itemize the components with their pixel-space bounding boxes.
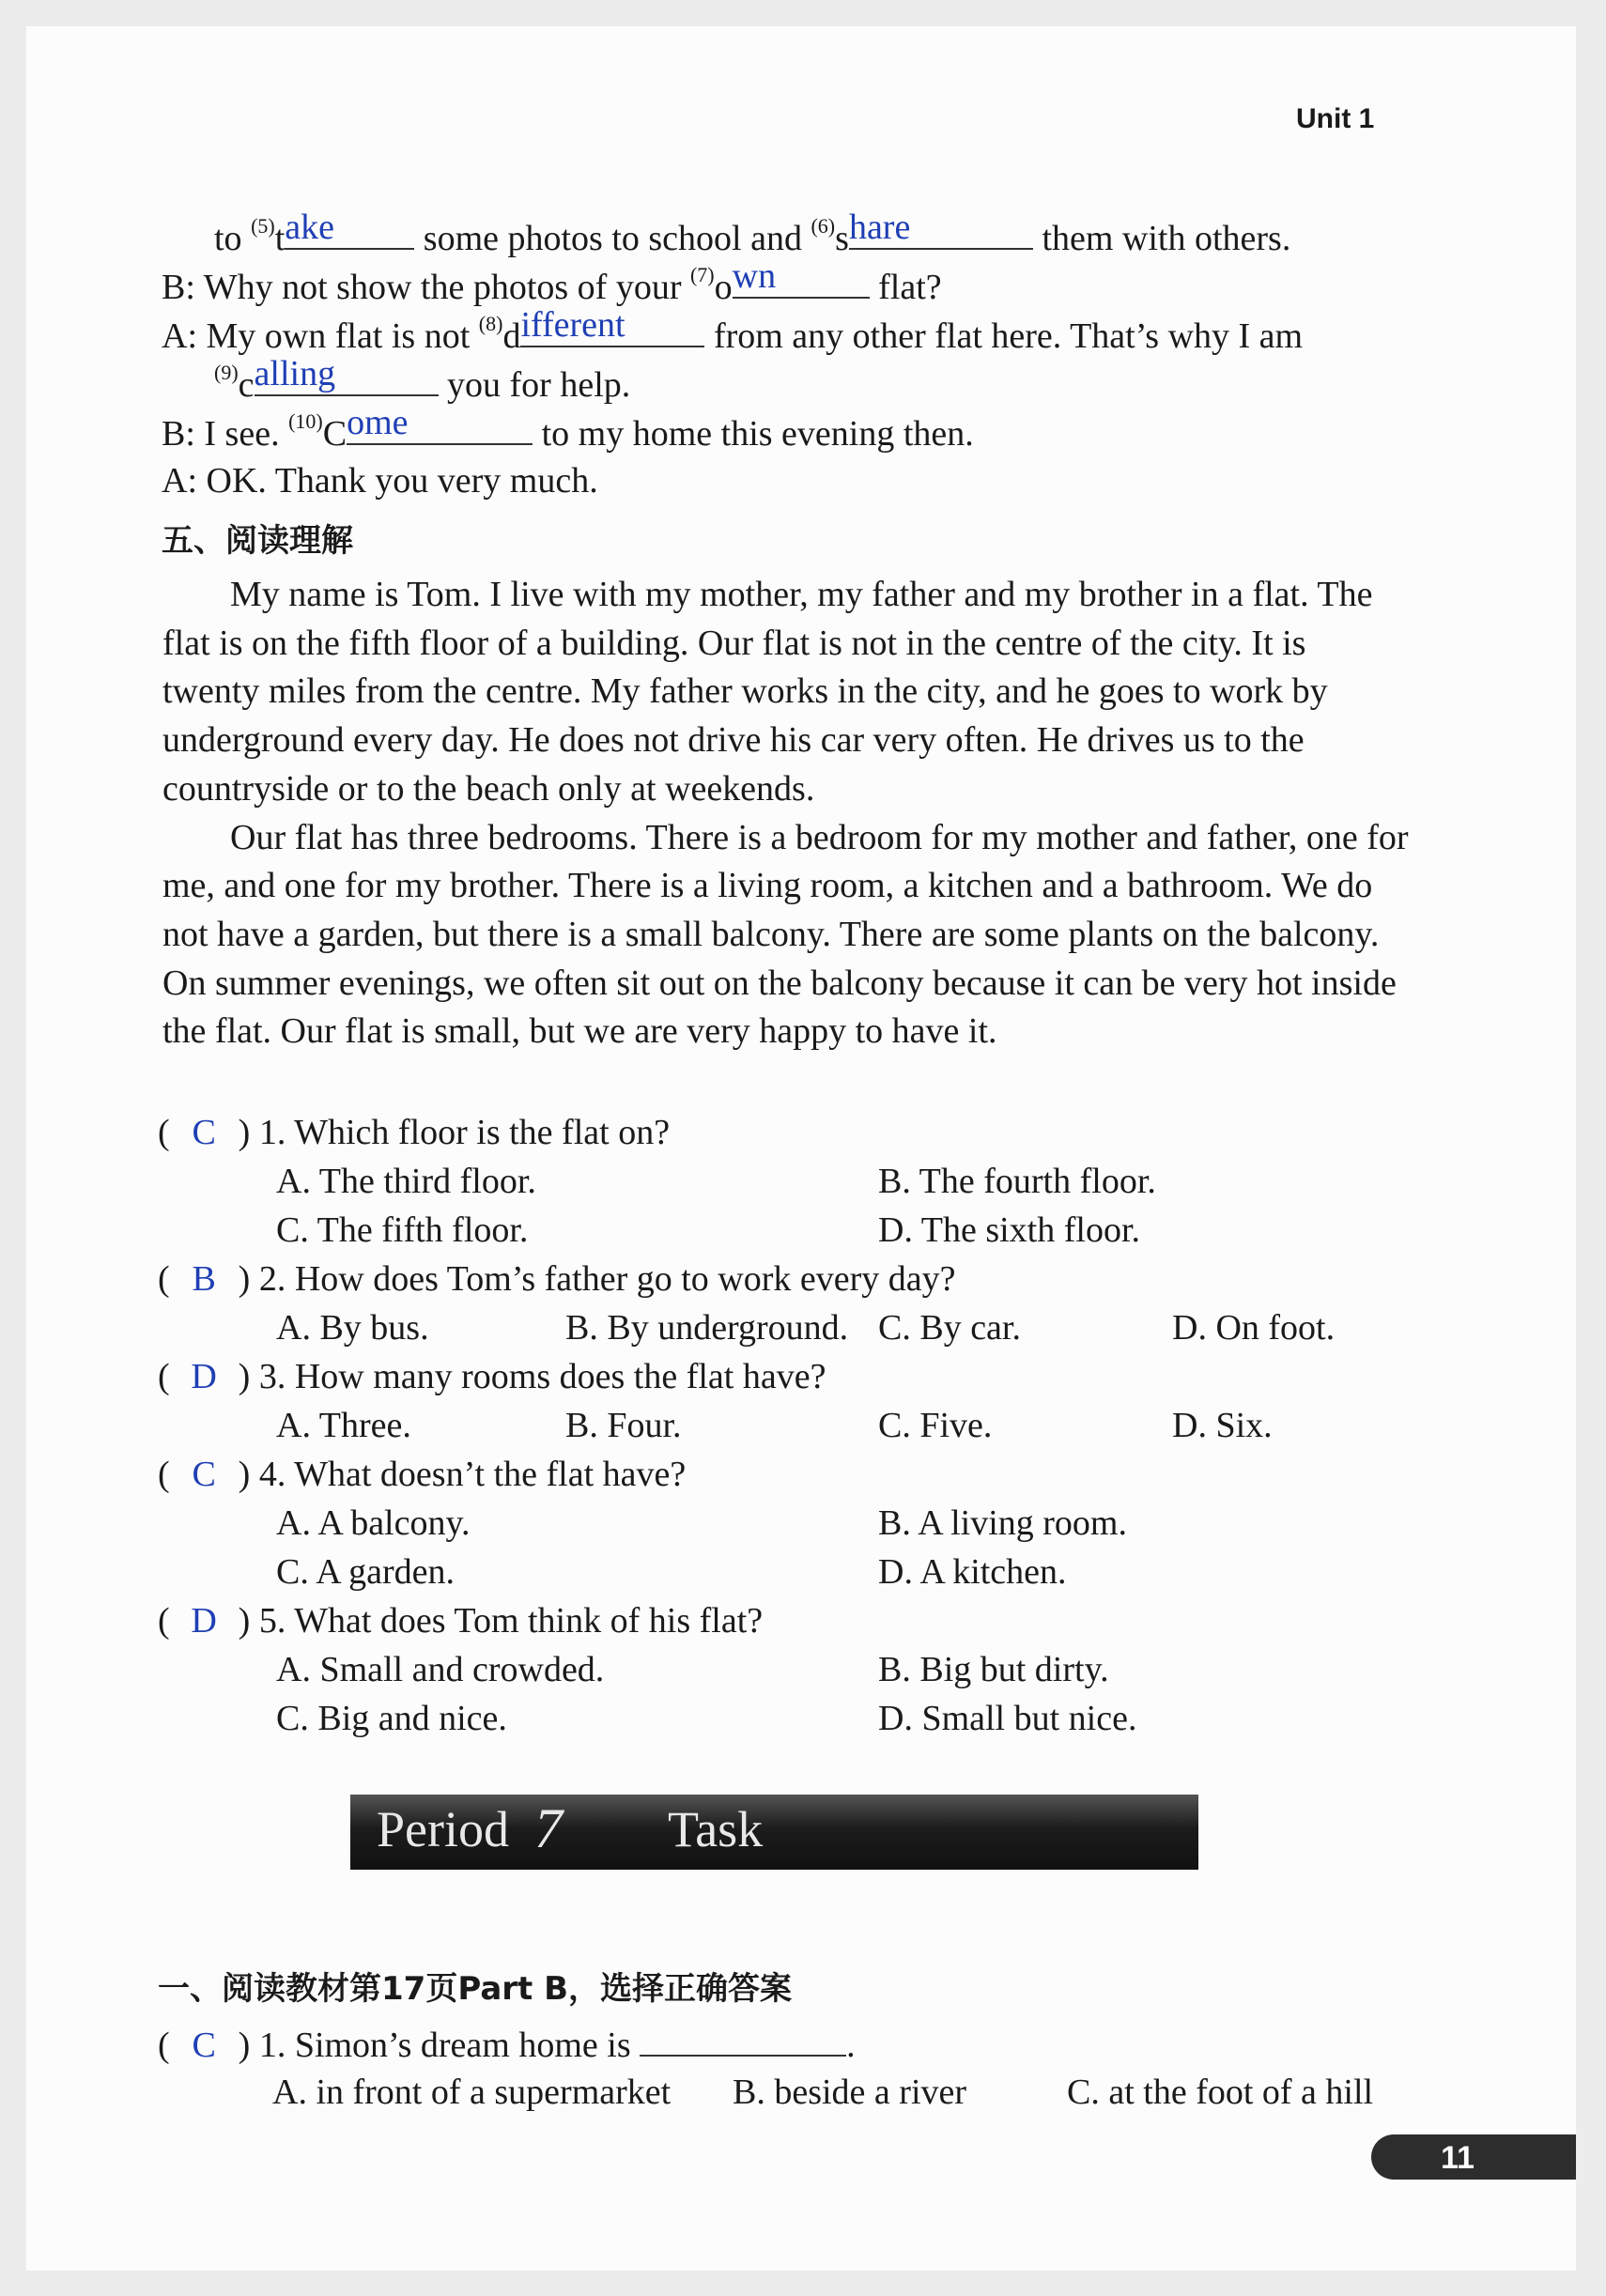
dialogue-line-1: to $^{(5)}$t ake some photos to school and $^{(6)}$s hare them with others. xyxy=(214,212,1290,263)
q5-option-a: A. Small and crowded. xyxy=(276,1650,605,1689)
banner-period: Period xyxy=(377,1801,509,1857)
q4-option-c: C. A garden. xyxy=(276,1552,455,1592)
question-1-answer: C xyxy=(192,1113,216,1152)
q4-option-a: A. A balcony. xyxy=(276,1503,471,1543)
q5-option-c: C. Big and nice. xyxy=(276,1699,507,1738)
question-5-answer: D xyxy=(191,1601,217,1641)
dialogue-line-2: B: Why not show the photos of your $^{(7)}$o wn flat? xyxy=(162,261,942,312)
task-q1-option-c: C. at the foot of a hill xyxy=(1067,2073,1374,2112)
q3-option-c: C. Five. xyxy=(878,1406,993,1445)
q2-option-b: B. By underground. xyxy=(565,1308,849,1348)
answer-6: hare xyxy=(848,208,911,247)
q2-option-d: D. On foot. xyxy=(1172,1308,1336,1348)
q2-option-c: C. By car. xyxy=(878,1308,1021,1348)
period-banner xyxy=(350,1795,1198,1870)
q1-option-d: D. The sixth floor. xyxy=(878,1210,1141,1250)
question-3: ( D ) 3. How many rooms does the flat have? xyxy=(158,1352,826,1401)
q5-option-b: B. Big but dirty. xyxy=(878,1650,1109,1689)
question-1: ( C ) 1. Which floor is the flat on? xyxy=(158,1108,670,1157)
unit-label: Unit 1 xyxy=(1296,103,1375,134)
answer-7: wn xyxy=(732,256,777,296)
dialogue-line-4: $^{(9)}$c alling you for help. xyxy=(214,359,630,409)
page-number-tab xyxy=(1371,2134,1576,2180)
task-q1-option-a: A. in front of a supermarket xyxy=(272,2073,672,2112)
answer-9: alling xyxy=(254,354,336,393)
page-number: 11 xyxy=(1441,2140,1475,2176)
q3-option-b: B. Four. xyxy=(565,1406,682,1445)
dialogue-line-6: A: OK. Thank you very much. xyxy=(162,461,598,501)
dialogue-line-5: B: I see. $^{(10)}$C ome to my home this evening then. xyxy=(162,408,974,458)
answer-10: ome xyxy=(347,403,409,442)
question-4-answer: C xyxy=(192,1455,216,1494)
banner-number: 7 xyxy=(534,1797,563,1859)
reading-passage xyxy=(162,571,1412,1056)
question-5: ( D ) 5. What does Tom think of his flat? xyxy=(158,1596,763,1645)
answer-5: ake xyxy=(285,208,335,247)
q4-option-b: B. A living room. xyxy=(878,1503,1127,1543)
workbook-page xyxy=(26,26,1576,2271)
q1-option-a: A. The third floor. xyxy=(276,1162,536,1201)
q2-option-a: A. By bus. xyxy=(276,1308,429,1348)
q4-option-d: D. A kitchen. xyxy=(878,1552,1067,1592)
q1-option-c: C. The fifth floor. xyxy=(276,1210,529,1250)
task-q1-option-b: B. beside a river xyxy=(733,2073,967,2112)
question-3-answer: D xyxy=(191,1357,217,1396)
passage-paragraph-1: My name is Tom. I live with my mother, my father and my brother in a flat. The flat is on the fifth floor of a building. Our flat is not in the centre of the city. It is twenty miles from the centre. My father works in the city, and he goes to work by underground every day. He does not drive his car very often. He drives us to the countryside or to the beach only at weekends. xyxy=(162,575,1373,809)
passage-paragraph-2: Our flat has three bedrooms. There is a bedroom for my mother and father, one for me, and one for my brother. There is a living room, a kitchen and a bathroom. We do not have a garden, but there is a small balcony. There are some plants on the balcony. On summer evenings, we often sit out on the balcony because it can be very hot inside the flat. Our flat is small, but we are very happy to have it. xyxy=(162,817,1409,1052)
question-4: ( C ) 4. What doesn’t the flat have? xyxy=(158,1450,686,1499)
question-2: ( B ) 2. How does Tom’s father go to work every day? xyxy=(158,1255,956,1303)
q5-option-d: D. Small but nice. xyxy=(878,1699,1137,1738)
question-2-answer: B xyxy=(192,1259,216,1299)
q3-option-d: D. Six. xyxy=(1172,1406,1273,1445)
task-question-1: ( C ) 1. Simon’s dream home is . xyxy=(158,2019,856,2070)
answer-8: ifferent xyxy=(520,305,625,345)
q3-option-a: A. Three. xyxy=(276,1406,411,1445)
section-title-reading: 五、阅读理解 xyxy=(162,522,353,560)
dialogue-line-3: A: My own flat is not $^{(8)}$d ifferent from any other flat here. That’s why I am xyxy=(162,310,1303,361)
banner-title: Task xyxy=(668,1801,764,1857)
q1-option-b: B. The fourth floor. xyxy=(878,1162,1156,1201)
task-heading: 一、阅读教材第17页Part B，选择正确答案 xyxy=(158,1970,793,2008)
task-question-1-answer: C xyxy=(192,2026,216,2065)
